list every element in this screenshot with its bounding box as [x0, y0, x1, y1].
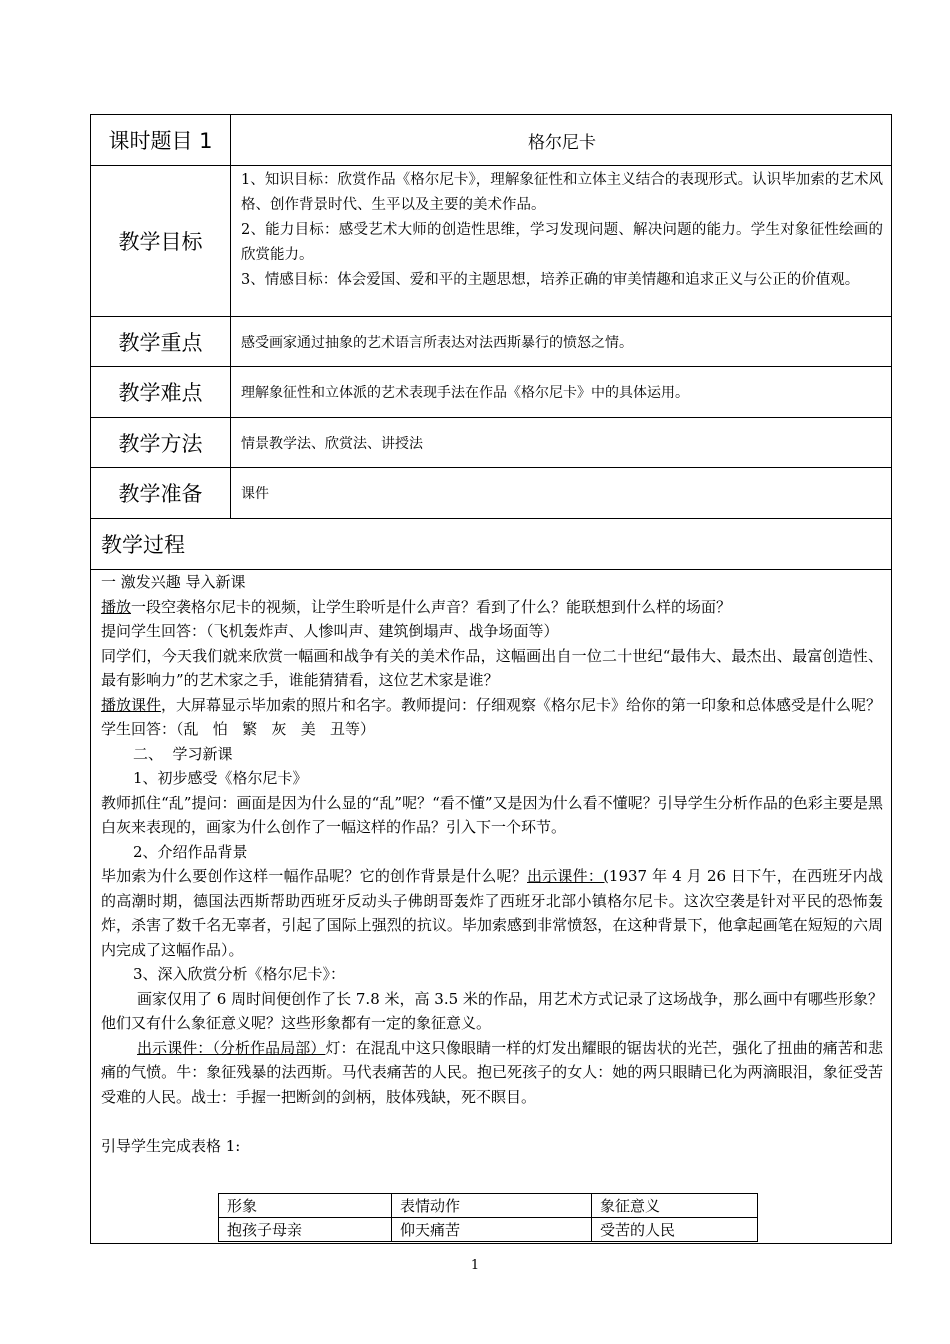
key-value: 感受画家通过抽象的艺术语言所表达对法西斯暴行的愤怒之情。	[241, 334, 633, 351]
section-1-title: 一 激发兴趣 导入新课	[101, 573, 246, 591]
key-label: 教学重点	[91, 317, 231, 366]
prep-value: 课件	[241, 486, 269, 502]
goal-ability: 2、能力目标：感受艺术大师的创造性思维，学习发现问题、解决问题的能力。学生对象征性绘画的欣赏能力。	[241, 222, 883, 263]
goal-knowledge: 1、知识目标：欣赏作品《格尔尼卡》，理解象征性和立体主义结合的表现形式。认识毕加索的艺术风格、创作背景时代、生平以及主要的美术作品。	[241, 172, 883, 213]
paragraph-text: 一段空袭格尔尼卡的视频，让学生聆听是什么声音？看到了什么？能联想到什么样的场面？	[131, 597, 732, 616]
underlined-text: 出示课件：(	[527, 867, 609, 885]
row-goals	[91, 166, 891, 317]
table-header-cell: 象征意义	[592, 1194, 758, 1218]
paragraph	[101, 864, 883, 962]
goals-label: 教学目标	[91, 166, 231, 316]
underlined-text: 出示课件：（分析作品局部）	[137, 1038, 326, 1057]
paragraph	[101, 595, 883, 620]
table-header-cell: 形象	[219, 1194, 392, 1218]
paragraph: 画家仅用了 6 周时间便创作了长 7.8 米，高 3.5 米的作品，用艺术方式记录了这场战争，那么画中有哪些形象？他们又有什么象征意义呢？这些形象都有一定的象征意义。	[101, 989, 883, 1032]
analysis-table	[218, 1193, 758, 1242]
table-cell: 受苦的人民	[592, 1218, 758, 1242]
table-cell: 抱孩子母亲	[219, 1218, 392, 1242]
row-key-point	[91, 317, 891, 367]
goals-list	[231, 166, 891, 316]
row-title	[91, 115, 891, 166]
row-difficulty	[91, 367, 891, 418]
paragraph: 提问学生回答：（飞机轰炸声、人惨叫声、建筑倒塌声、战争场面等）	[101, 622, 559, 640]
subsection-1: 1、初步感受《格尔尼卡》	[133, 769, 308, 787]
process-heading: 教学过程	[91, 519, 891, 570]
paragraph: 引导学生完成表格 1:	[101, 1136, 241, 1155]
underlined-text: 播放课件	[101, 695, 162, 714]
title-label: 课时题目 1	[91, 115, 231, 165]
paragraph: 学生回答：（乱 怕 繁 灰 美 丑等）	[101, 720, 376, 738]
section-2-title: 二、 学习新课	[133, 744, 233, 763]
table-cell: 仰天痛苦	[392, 1218, 592, 1242]
underlined-text: 播放	[101, 597, 132, 616]
lesson-plan-table	[90, 114, 892, 1244]
table-header-cell: 表情动作	[392, 1194, 592, 1218]
paragraph-text: 毕加索为什么要创作这样一幅作品呢？它的创作背景是什么呢？	[101, 867, 527, 885]
paragraph-text: 灯：在混乱中这只像眼睛一样的灯发出耀眼的锯齿状的光芒，强化了扭曲的痛苦和悲痛的气愤。牛：象征残暴的法西斯。马代表痛苦的人民。抱已死孩子的女人：她的两只眼睛已化为两滴眼泪，象征受苦受难的人民。战士：手握一把断剑的剑柄，肢体残缺，死不瞑目。	[101, 1038, 883, 1106]
paragraph-text: 1937 年 4 月 26 日下午，在西班牙内战的高潮时期，德国法西斯帮助西班牙反动头子佛朗哥轰炸了西班牙北部小镇格尔尼卡。这次空袭是针对平民的恐怖轰炸，杀害了数千名无辜者，引起了国际上强烈的抗议。毕加索感到非常愤怒，在这种背景下，他拿起画笔在短短的六周内完成了这幅作品）。	[101, 867, 883, 959]
paragraph: 同学们，今天我们就来欣赏一幅画和战争有关的美术作品，这幅画出自一位二十世纪“最伟大、最杰出、最富创造性、最有影响力”的艺术家之手，谁能猜猜看，这位艺术家是谁？	[101, 646, 883, 689]
table-header-row	[219, 1194, 758, 1218]
process-body	[101, 570, 883, 1158]
page-number: 1	[470, 1258, 480, 1273]
paragraph-text: ，大屏幕显示毕加索的照片和名字。教师提问：仔细观察《格尔尼卡》给你的第一印象和总体感受是什么呢？	[161, 695, 882, 714]
table-row	[219, 1218, 758, 1242]
row-prep	[91, 468, 891, 519]
row-method	[91, 418, 891, 468]
subsection-3: 3、深入欣赏分析《格尔尼卡》：	[133, 965, 346, 983]
paragraph	[101, 693, 883, 718]
title-value: 格尔尼卡	[528, 132, 596, 153]
subsection-2: 2、介绍作品背景	[133, 842, 248, 861]
difficulty-label: 教学难点	[91, 367, 231, 417]
paragraph: 教师抓住“乱”提问：画面是因为什么显的“乱”呢？“看不懂”又是因为什么看不懂呢？引导学生分析作品的色彩主要是黑白灰来表现的，画家为什么创作了一幅这样的作品？引入下一个环节。	[101, 793, 883, 836]
spacer	[101, 1109, 883, 1134]
paragraph	[101, 1036, 883, 1110]
method-value: 情景教学法、欣赏法、讲授法	[241, 435, 423, 452]
difficulty-value: 理解象征性和立体派的艺术表现手法在作品《格尔尼卡》中的具体运用。	[241, 385, 689, 401]
prep-label: 教学准备	[91, 468, 231, 518]
goal-emotion: 3、情感目标：体会爱国、爱和平的主题思想，培养正确的审美情趣和追求正义与公正的价值观。	[241, 272, 860, 288]
method-label: 教学方法	[91, 418, 231, 467]
